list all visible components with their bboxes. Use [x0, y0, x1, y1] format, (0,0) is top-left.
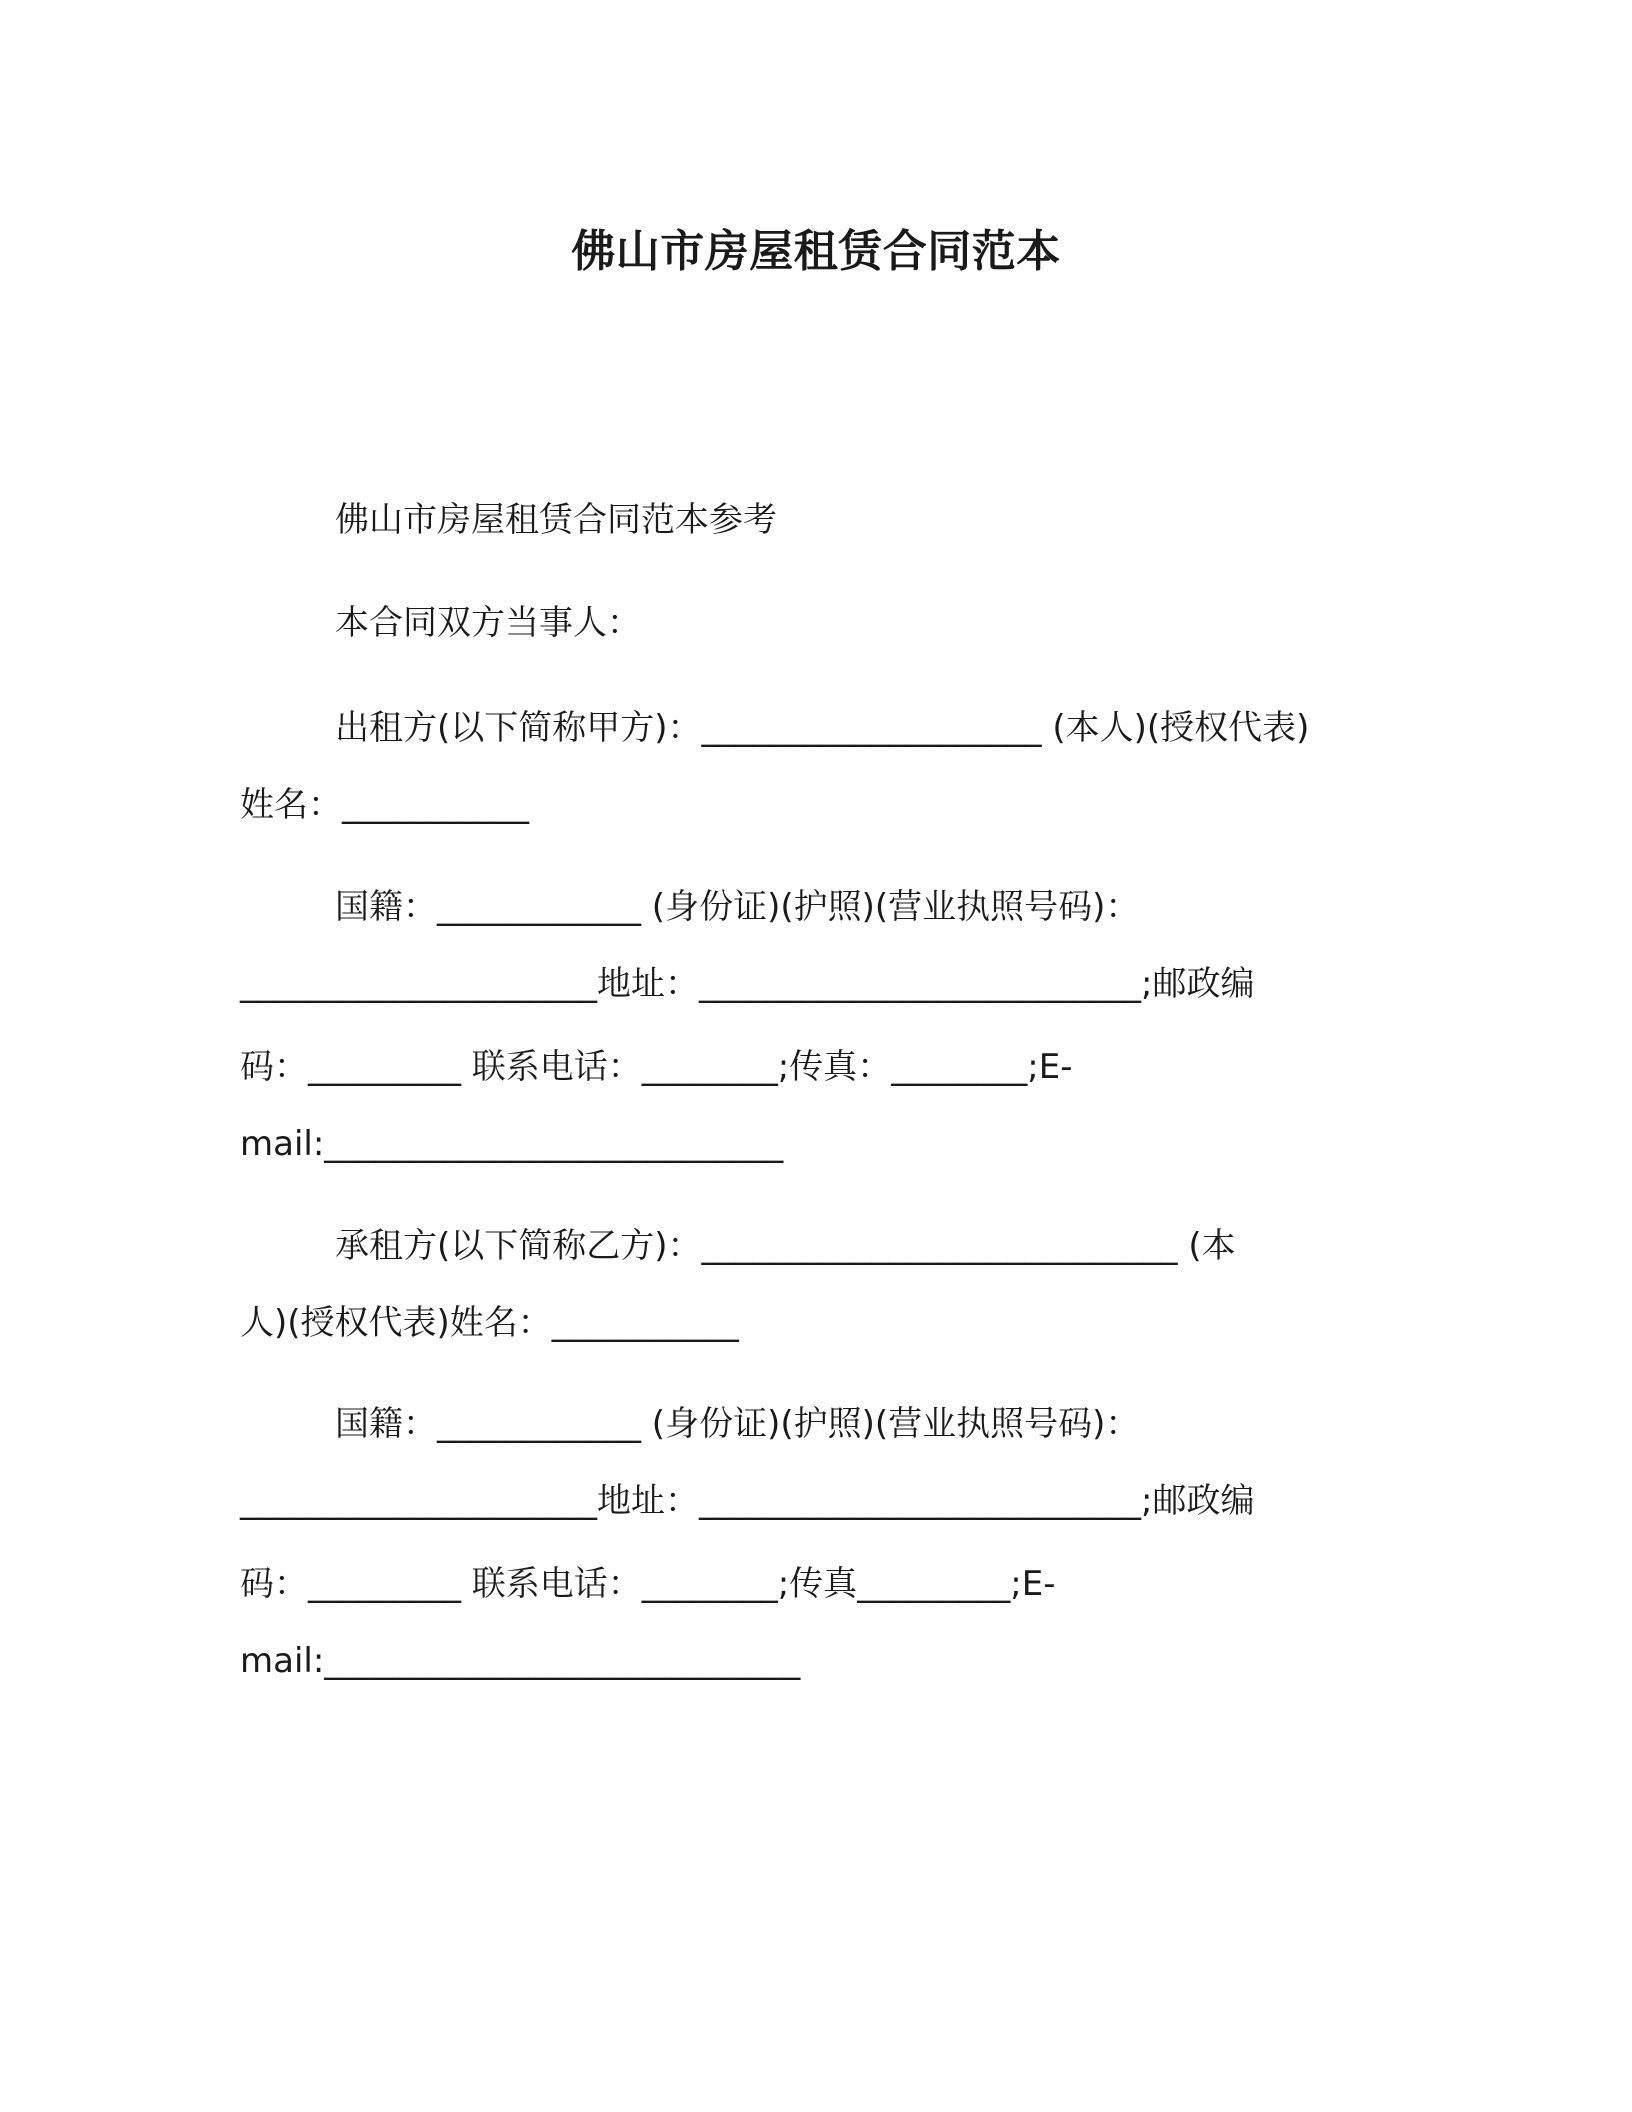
lessor-line: 出租方(以下简称甲方)：____________________ (本人)(授权代表) — [335, 708, 1310, 748]
document-title: 佛山市房屋租赁合同范本 — [571, 226, 1061, 277]
lessor-name-line: 姓名：___________ — [240, 785, 529, 825]
lessee-line: 承租方(以下简称乙方)：____________________________ (本 — [335, 1226, 1236, 1266]
lessee-contact-line: 码：_________ 联系电话：________;传真_________;E- — [240, 1564, 1056, 1604]
lessor-email-line: mail:___________________________ — [240, 1124, 784, 1164]
lessor-address-line: _____________________地址：__________________________;邮政编 — [240, 964, 1255, 1004]
lessor-contact-line: 码：_________ 联系电话：________;传真：________;E- — [240, 1047, 1073, 1087]
lessee-name-line: 人)(授权代表)姓名：___________ — [240, 1303, 739, 1343]
subtitle-line: 佛山市房屋租赁合同范本参考 — [335, 500, 777, 540]
lessee-email-line: mail:____________________________ — [240, 1641, 801, 1681]
parties-heading: 本合同双方当事人： — [335, 603, 641, 643]
lessor-nationality-line: 国籍：____________ (身份证)(护照)(营业执照号码)： — [335, 887, 1140, 927]
lessee-nationality-line: 国籍：____________ (身份证)(护照)(营业执照号码)： — [335, 1404, 1140, 1444]
lessee-address-line: _____________________地址：__________________________;邮政编 — [240, 1481, 1255, 1521]
